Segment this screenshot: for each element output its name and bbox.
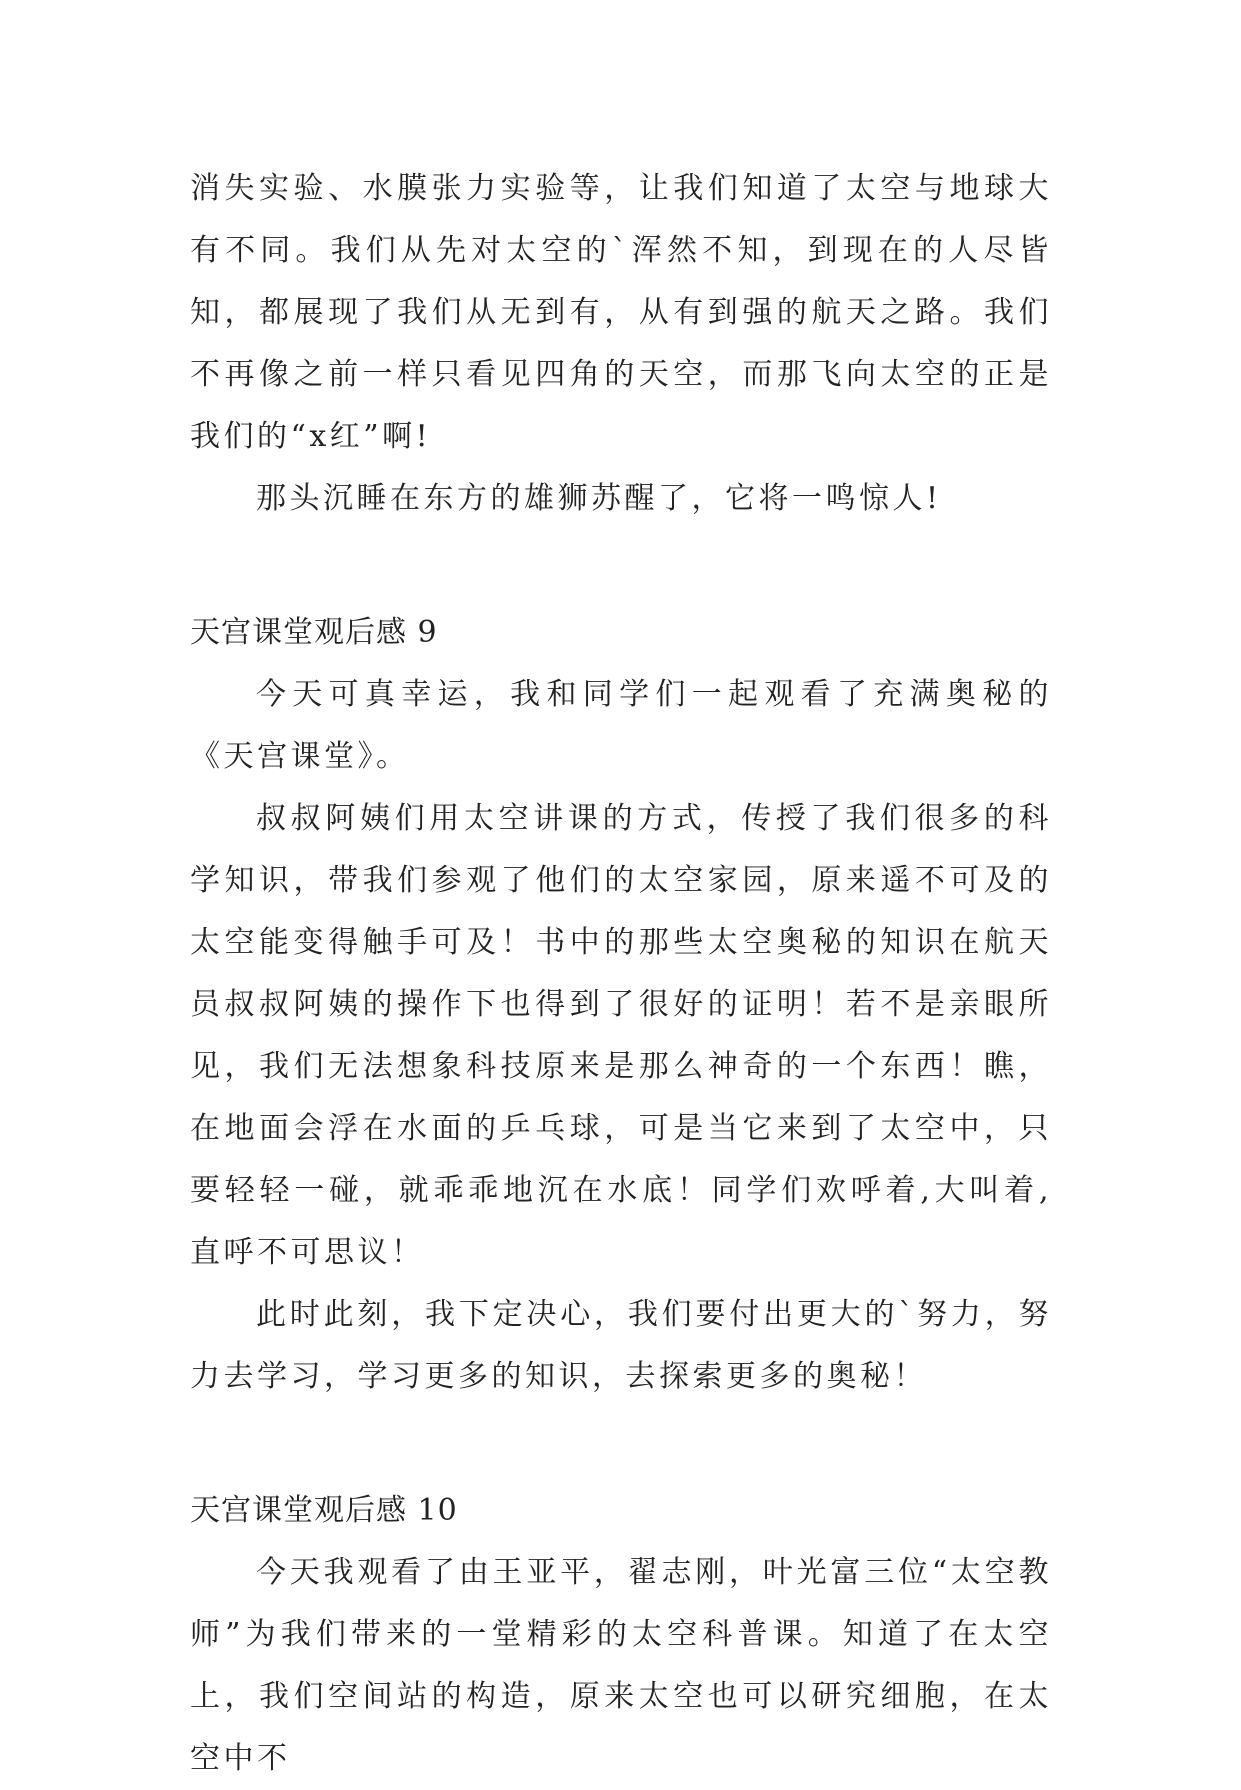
document-body (190, 158, 1052, 1790)
section-heading-9: 天宫课堂观后感 9 (190, 615, 438, 650)
paragraph: 此时此刻，我下定决心，我们要付出更大的`努力，努力去学习，学习更多的知识，去探索更多的奥秘！ (190, 1297, 1052, 1394)
paragraph: 叔叔阿姨们用太空讲课的方式，传授了我们很多的科学知识，带我们参观了他们的太空家园，原来遥不可及的太空能变得触手可及！书中的那些太空奥秘的知识在航天员叔叔阿姨的操作下也得到了很好的证明！若不是亲眼所见，我们无法想象科技原来是那么神奇的一个东西！瞧，在地面会浮在水面的乒乓球，可是当它来到了太空中，只要轻轻一碰，就乖乖地沉在水底！同学们欢呼着,大叫着,直呼不可思议！ (190, 801, 1052, 1270)
paragraph: 那头沉睡在东方的雄狮苏醒了，它将一鸣惊人! (256, 481, 942, 516)
section-spacer (190, 1408, 1052, 1480)
paragraph-continued: 消失实验、水膜张力实验等，让我们知道了太空与地球大有不同。我们从先对太空的`浑然不知，到现在的人尽皆知，都展现了我们从无到有，从有到强的航天之路。我们不再像之前一样只看见四角的天空，而那飞向太空的正是我们的“x红”啊! (190, 171, 1052, 454)
section-heading-10: 天宫课堂观后感 10 (190, 1493, 458, 1528)
paragraph: 今天我观看了由王亚平，翟志刚，叶光富三位“太空教师”为我们带来的一堂精彩的太空科普课。知道了在太空上，我们空间站的构造，原来太空也可以研究细胞，在太空中不 (190, 1555, 1052, 1776)
section-spacer (190, 530, 1052, 602)
paragraph: 今天可真幸运，我和同学们一起观看了充满奥秘的《天宫课堂》。 (190, 677, 1052, 774)
